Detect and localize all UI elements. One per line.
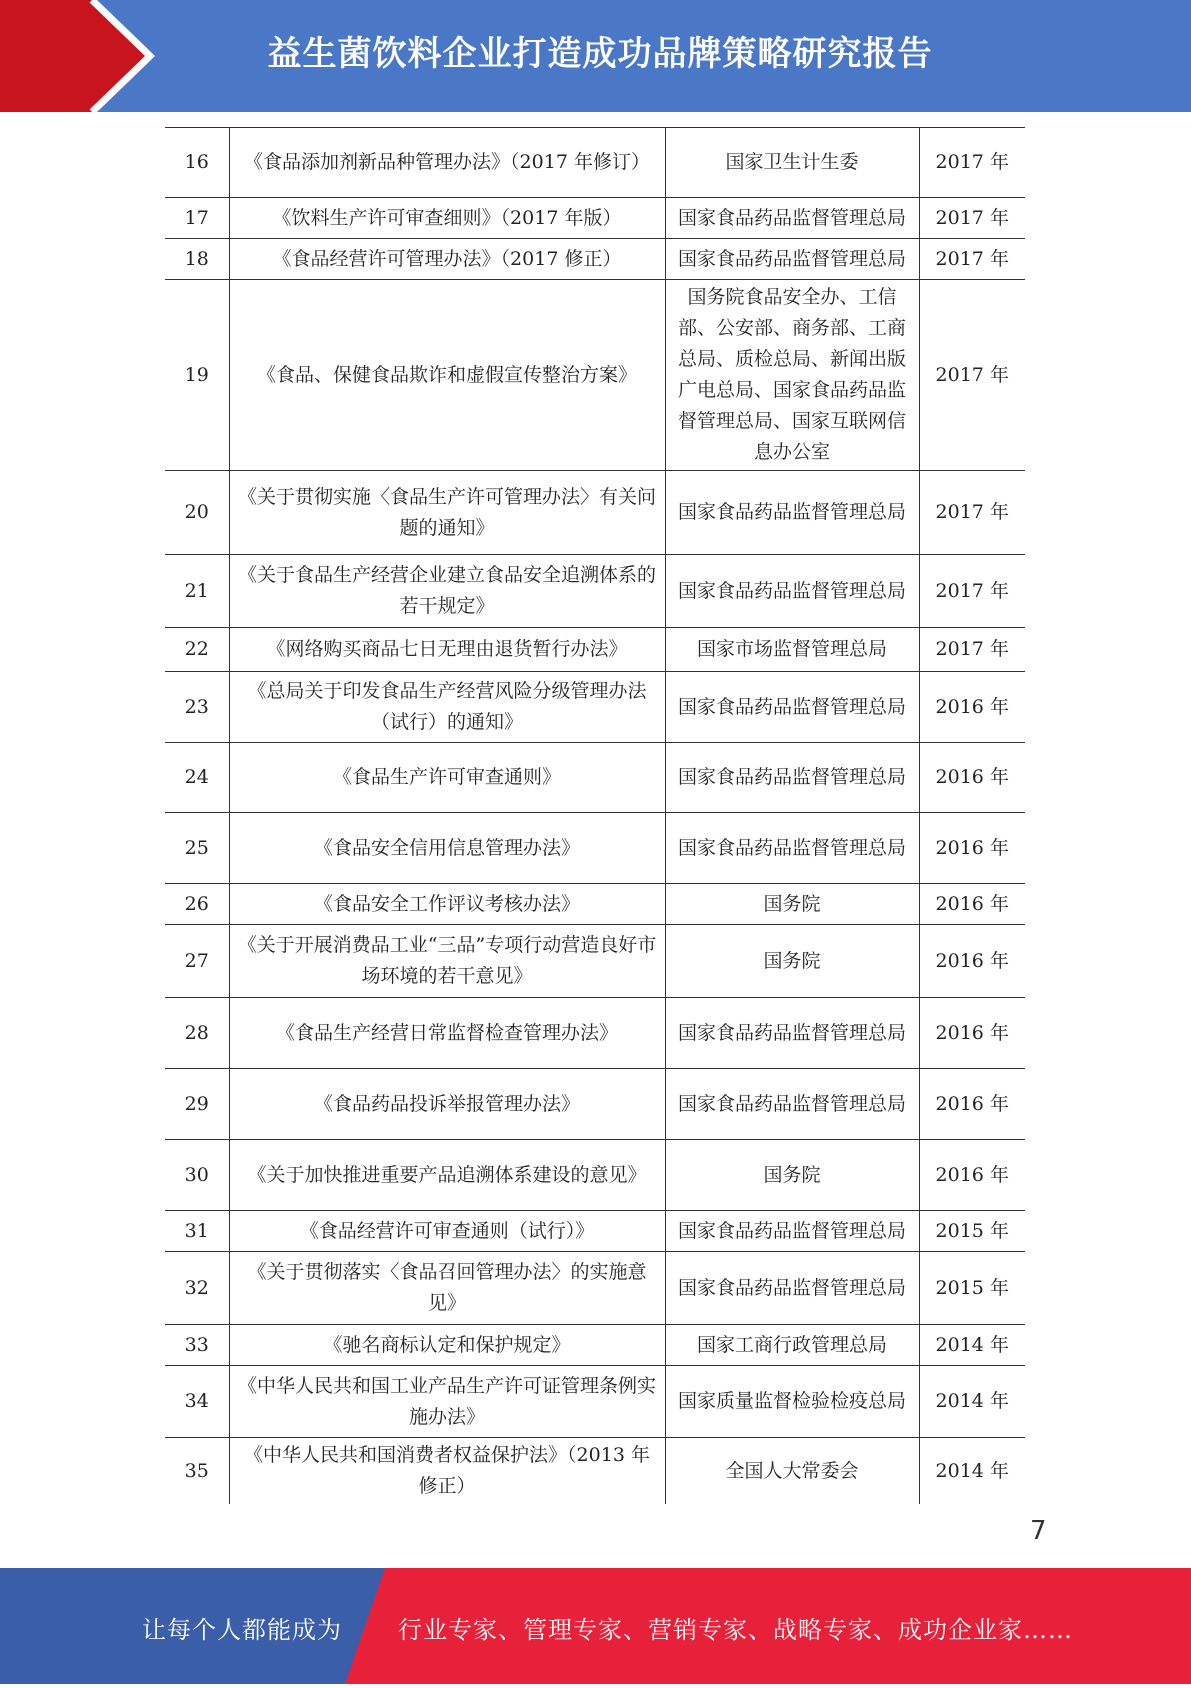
table-row (165, 813, 1025, 884)
row-number: 16 (165, 128, 229, 198)
issuing-agency: 国家食品药品监督管理总局 (665, 555, 919, 628)
row-number: 29 (165, 1069, 229, 1140)
row-number: 19 (165, 280, 229, 471)
issue-year: 2016 年 (919, 813, 1025, 884)
page-number: 7 (1030, 1516, 1047, 1546)
table-row (165, 925, 1025, 998)
row-number: 32 (165, 1252, 229, 1325)
issue-year: 2017 年 (919, 280, 1025, 471)
regulation-title: 《食品安全工作评议考核办法》 (229, 884, 665, 925)
row-number: 33 (165, 1325, 229, 1366)
issue-year: 2016 年 (919, 743, 1025, 813)
issuing-agency: 国家食品药品监督管理总局 (665, 743, 919, 813)
issuing-agency: 国家食品药品监督管理总局 (665, 1252, 919, 1325)
issuing-agency: 国家食品药品监督管理总局 (665, 672, 919, 743)
table-row (165, 471, 1025, 555)
issuing-agency: 国家食品药品监督管理总局 (665, 198, 919, 239)
regulation-title: 《关于贯彻实施〈食品生产许可管理办法〉有关问题的通知》 (229, 471, 665, 555)
regulation-title: 《网络购买商品七日无理由退货暂行办法》 (229, 628, 665, 672)
regulation-title: 《食品生产许可审查通则》 (229, 743, 665, 813)
regulation-title: 《关于贯彻落实〈食品召回管理办法〉的实施意见》 (229, 1252, 665, 1325)
issuing-agency: 国务院 (665, 1140, 919, 1211)
table-row (165, 1325, 1025, 1366)
row-number: 30 (165, 1140, 229, 1211)
issue-year: 2016 年 (919, 884, 1025, 925)
row-number: 24 (165, 743, 229, 813)
row-number: 28 (165, 998, 229, 1069)
issue-year: 2017 年 (919, 471, 1025, 555)
table-row (165, 128, 1025, 198)
row-number: 20 (165, 471, 229, 555)
regulation-title: 《中华人民共和国工业产品生产许可证管理条例实施办法》 (229, 1366, 665, 1438)
regulation-title: 《食品添加剂新品种管理办法》（2017 年修订） (229, 128, 665, 198)
table-row (165, 1366, 1025, 1438)
table-row (165, 998, 1025, 1069)
issue-year: 2017 年 (919, 239, 1025, 280)
issuing-agency: 国家食品药品监督管理总局 (665, 1069, 919, 1140)
regulation-title: 《驰名商标认定和保护规定》 (229, 1325, 665, 1366)
table-row (165, 1252, 1025, 1325)
issue-year: 2014 年 (919, 1325, 1025, 1366)
row-number: 35 (165, 1438, 229, 1505)
row-number: 22 (165, 628, 229, 672)
header-band (0, 0, 1191, 112)
issuing-agency: 国务院 (665, 884, 919, 925)
regulation-title: 《关于开展消费品工业“三品”专项行动营造良好市场环境的若干意见》 (229, 925, 665, 998)
issue-year: 2016 年 (919, 1140, 1025, 1211)
row-number: 18 (165, 239, 229, 280)
regulation-title: 《食品安全信用信息管理办法》 (229, 813, 665, 884)
regulation-title: 《食品经营许可管理办法》（2017 修正） (229, 239, 665, 280)
issuing-agency: 国务院食品安全办、工信部、公安部、商务部、工商总局、质检总局、新闻出版广电总局、国家食品药品监督管理总局、国家互联网信息办公室 (665, 280, 919, 471)
issue-year: 2015 年 (919, 1252, 1025, 1325)
issue-year: 2017 年 (919, 128, 1025, 198)
regulation-title: 《食品经营许可审查通则（试行）》 (229, 1211, 665, 1252)
issue-year: 2016 年 (919, 1069, 1025, 1140)
regulation-table (165, 127, 1025, 1504)
table-row (165, 1438, 1025, 1505)
table-row (165, 239, 1025, 280)
issue-year: 2017 年 (919, 628, 1025, 672)
table-row (165, 555, 1025, 628)
table-row (165, 628, 1025, 672)
issuing-agency: 国家食品药品监督管理总局 (665, 239, 919, 280)
issue-year: 2016 年 (919, 998, 1025, 1069)
row-number: 21 (165, 555, 229, 628)
issue-year: 2016 年 (919, 672, 1025, 743)
footer-slogan-right: 行业专家、管理专家、营销专家、战略专家、成功企业家…… (398, 1616, 1073, 1644)
issuing-agency: 国家工商行政管理总局 (665, 1325, 919, 1366)
issue-year: 2015 年 (919, 1211, 1025, 1252)
report-title: 益生菌饮料企业打造成功品牌策略研究报告 (267, 34, 933, 74)
regulation-title: 《食品、保健食品欺诈和虚假宣传整治方案》 (229, 280, 665, 471)
row-number: 17 (165, 198, 229, 239)
issuing-agency: 国家市场监督管理总局 (665, 628, 919, 672)
issue-year: 2016 年 (919, 925, 1025, 998)
header-arrow-decoration (0, 0, 160, 112)
regulation-title: 《关于食品生产经营企业建立食品安全追溯体系的若干规定》 (229, 555, 665, 628)
issuing-agency: 国家食品药品监督管理总局 (665, 471, 919, 555)
issuing-agency: 国务院 (665, 925, 919, 998)
row-number: 27 (165, 925, 229, 998)
issue-year: 2014 年 (919, 1438, 1025, 1505)
issuing-agency: 国家食品药品监督管理总局 (665, 1211, 919, 1252)
issuing-agency: 国家卫生计生委 (665, 128, 919, 198)
regulation-title: 《食品药品投诉举报管理办法》 (229, 1069, 665, 1140)
issue-year: 2014 年 (919, 1366, 1025, 1438)
table-row (165, 1069, 1025, 1140)
issue-year: 2017 年 (919, 555, 1025, 628)
footer-slogan-left: 让每个人都能成为 (142, 1616, 342, 1644)
table-row (165, 280, 1025, 471)
table-row (165, 743, 1025, 813)
regulation-title: 《中华人民共和国消费者权益保护法》（2013 年修正） (229, 1438, 665, 1505)
regulation-title: 《关于加快推进重要产品追溯体系建设的意见》 (229, 1140, 665, 1211)
regulation-title: 《饮料生产许可审查细则》（2017 年版） (229, 198, 665, 239)
issuing-agency: 国家食品药品监督管理总局 (665, 998, 919, 1069)
issuing-agency: 国家质量监督检验检疫总局 (665, 1366, 919, 1438)
row-number: 23 (165, 672, 229, 743)
table-row (165, 1140, 1025, 1211)
table-row (165, 672, 1025, 743)
issuing-agency: 国家食品药品监督管理总局 (665, 813, 919, 884)
row-number: 34 (165, 1366, 229, 1438)
regulation-title: 《总局关于印发食品生产经营风险分级管理办法（试行）的通知》 (229, 672, 665, 743)
regulation-title: 《食品生产经营日常监督检查管理办法》 (229, 998, 665, 1069)
table-row (165, 884, 1025, 925)
table-row (165, 1211, 1025, 1252)
row-number: 31 (165, 1211, 229, 1252)
table-row (165, 198, 1025, 239)
row-number: 26 (165, 884, 229, 925)
issue-year: 2017 年 (919, 198, 1025, 239)
row-number: 25 (165, 813, 229, 884)
issuing-agency: 全国人大常委会 (665, 1438, 919, 1505)
